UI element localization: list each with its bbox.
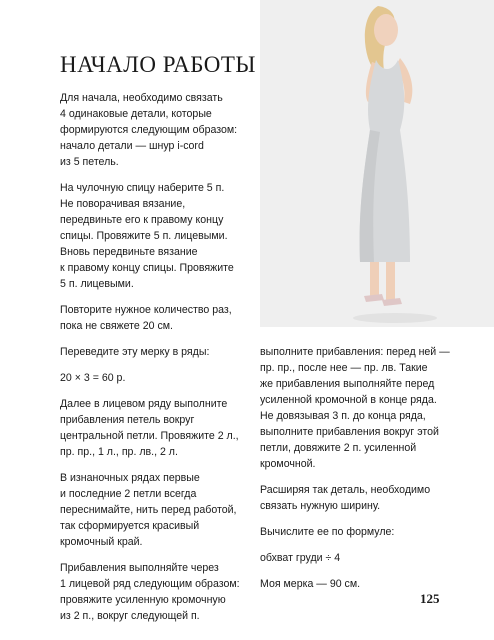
formula: 20 × 3 = 60 р.	[60, 372, 126, 384]
paragraph: Далее в лицевом ряду выполните прибавления петель вокруг центральной петли. Провяжите 2 л., пр. пр., 1 л., пр. лв., 2 л.	[60, 398, 239, 458]
paragraph: Повторите нужное количество раз, пока не свяжете 20 см.	[60, 304, 232, 332]
paragraph: Вычислите ее по формуле:	[260, 526, 395, 538]
model-photo	[260, 0, 494, 327]
page-number: 125	[420, 591, 440, 606]
paragraph: Переведите эту мерку в ряды:	[60, 346, 210, 358]
text-column-left	[60, 90, 252, 634]
text-column-right	[260, 344, 450, 602]
formula: обхват груди ÷ 4	[260, 552, 341, 564]
paragraph: Моя мерка — 90 см.	[260, 578, 361, 590]
paragraph: На чулочную спицу наберите 5 п. Не поворачивая вязание, передвиньте его к правому концу спицы. Провяжите 5 п. лицевыми. Вновь передвиньте вязание к правому концу спицы. Провяжите 5 п. лицевыми.	[60, 182, 234, 290]
page-title: НАЧАЛО РАБОТЫ	[60, 52, 256, 77]
paragraph: Для начала, необходимо связать 4 одинаковые детали, которые формируются следующим образом: начало детали — шнур i-cord из 5 петель.	[60, 92, 238, 168]
paragraph: Расширяя так деталь, необходимо связать нужную ширину.	[260, 484, 431, 512]
paragraph: В изнаночных рядах первые и последние 2 петли всегда переснимайте, нить перед работой, так сформируется красивый кромочный край.	[60, 472, 237, 548]
paragraph: выполните прибавления: перед ней — пр. пр., после нее — пр. лв. Такие же прибавления выполняйте перед усиленной кромочной в конце ряда. Не довязывая 3 п. до конца ряда, выполните прибавления вокруг этой петли, довяжите 2 п. усиленной кромочной.	[260, 346, 450, 470]
paragraph: Прибавления выполняйте через 1 лицевой ряд следующим образом: провяжите усиленную кромочную из 2 п., вокруг следующей п.	[60, 562, 240, 622]
